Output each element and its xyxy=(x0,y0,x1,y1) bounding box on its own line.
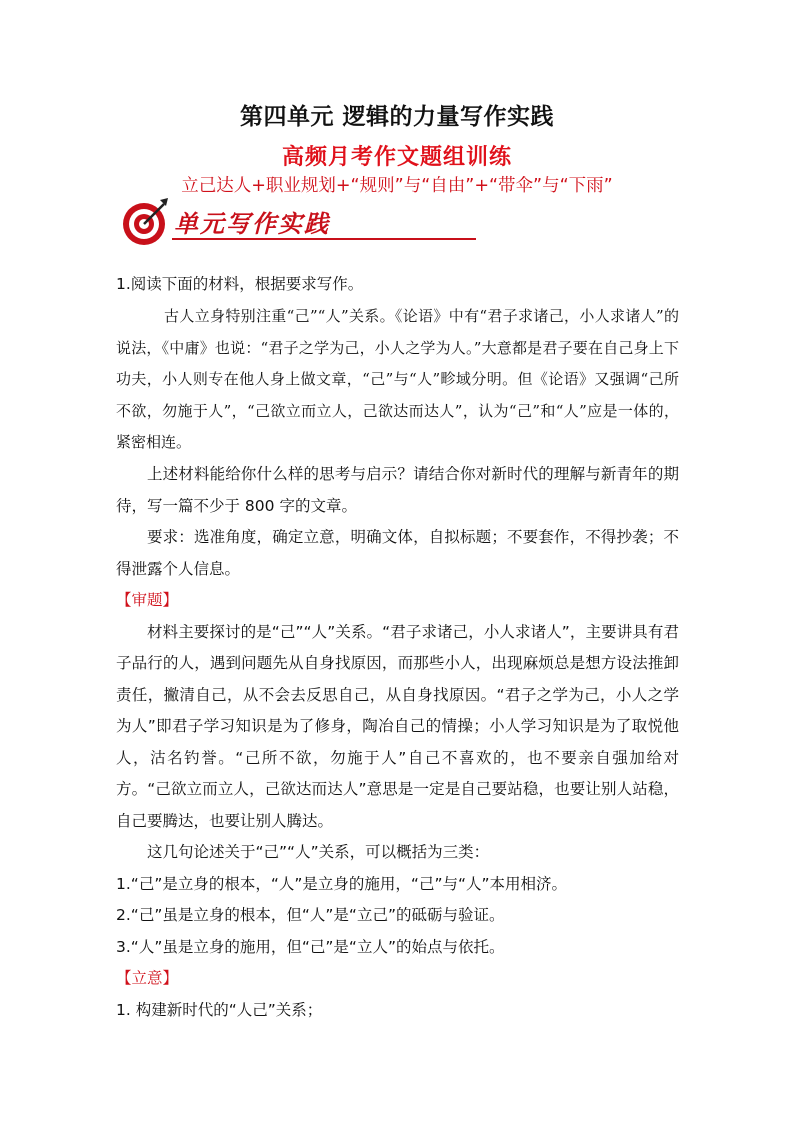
page-title: 第四单元 逻辑的力量写作实践 xyxy=(239,104,554,130)
analysis-point-2: 2.“己”虽是立身的根本，但“人”是“立己”的砥砺与验证。 xyxy=(116,906,505,924)
topics-line: 立己达人+职业规划+“规则”与“自由”+“带伞”与“下雨” xyxy=(181,176,613,196)
section-banner xyxy=(120,196,370,248)
banner-underline xyxy=(172,238,476,240)
intent-item-1: 1. 构建新时代的“人己”关系； xyxy=(116,1000,323,1019)
target-icon xyxy=(120,196,172,248)
banner-label: 单元写作实践 xyxy=(174,209,330,238)
question-block xyxy=(116,269,679,301)
requirements-text: 要求：选准角度，确定立意，明确文体，自拟标题；不要套作，不得抄袭；不得泄露个人信息。 xyxy=(116,528,679,578)
analysis-paragraph: 材料主要探讨的是“己”“人”关系。“君子求诸己，小人求诸人”，主要讲具有君子品行的人，遇到问题先从自身找原因，而那些小人，出现麻烦总是想方设法推卸责任，撇清自己，从不会去反思自己，从自身找原因。“君子之学为己，小人之学为人”即君子学习知识是为了修身，陶冶自己的情操；小人学习知识是为了取悦他人，沽名钓誉。“己所不欲，勿施于人”自己不喜欢的，也不要亲自强加给对方。“己欲立而立人，己欲达而达人”意思是一定是自己要站稳，也要让别人站稳，自己要腾达，也要让别人腾达。 xyxy=(116,622,679,830)
page-subtitle: 高频月考作文题组训练 xyxy=(281,145,512,170)
material-text: 古人立身特别注重“己”“人”关系。《论语》中有“君子求诸己，小人求诸人”的说法，《中庸》也说：“君子之学为己，小人之学为人。”大意都是君子要在自己身上下功夫，小人则专在他人身上做文章，“己”与“人”畛域分明。但《论语》又强调“己所不欲，勿施于人”，“己欲立而立人，己欲达而达人”，认为“己”和“人”应是一体的，紧密相连。 xyxy=(116,307,679,451)
task-block xyxy=(116,459,679,1026)
analysis-point-3: 3.“人”虽是立身的施用，但“己”是“立人”的始点与依托。 xyxy=(116,937,505,956)
task-text: 上述材料能给你什么样的思考与启示？请结合你对新时代的理解与新青年的期待，写一篇不少于 800 字的文章。 xyxy=(116,465,679,515)
analysis-point-1: 1.“己”是立身的根本，“人”是立身的施用，“己”与“人”本用相济。 xyxy=(116,874,568,893)
intent-tag: 【立意】 xyxy=(116,969,179,987)
analysis-tag: 【审题】 xyxy=(116,591,179,609)
question-prompt: 1.阅读下面的材料，根据要求写作。 xyxy=(116,275,364,293)
analysis-summary: 这几句论述关于“己”“人”关系，可以概括为三类： xyxy=(147,843,490,861)
material-block xyxy=(116,301,679,459)
